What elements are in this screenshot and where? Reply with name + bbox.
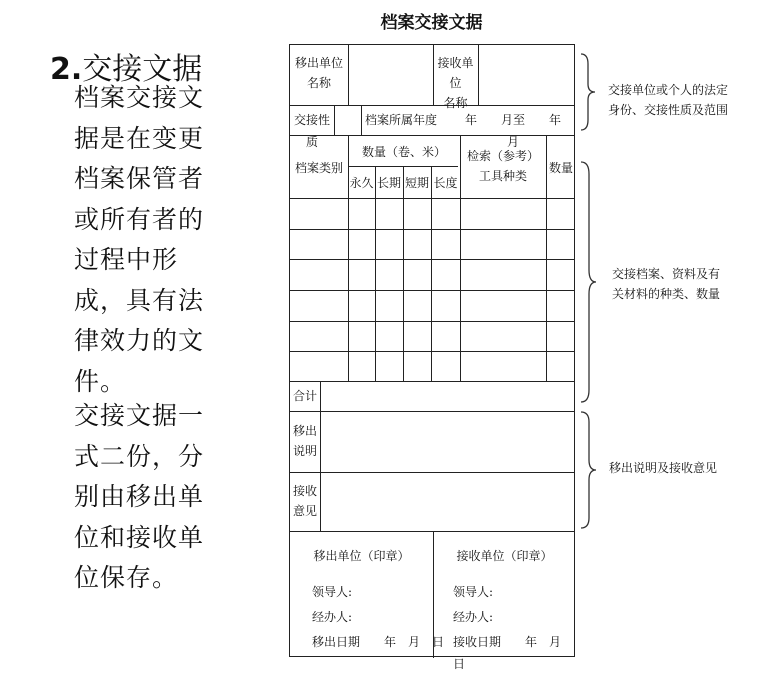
category-header: 档案类别 <box>294 161 343 175</box>
nature-label: 交接性质 <box>293 113 330 149</box>
long-term-header: 长期 <box>376 176 401 190</box>
year-label: 档案所属年度 <box>364 113 437 127</box>
paragraph-definition: 档案交接文据是在变更档案保管者或所有者的过程中形成，具有法律效力的文件。 <box>74 83 205 396</box>
retrieval-tools-header: 检索（参考） 工具种类 <box>466 149 539 183</box>
out-seal-label: 移出单位（印章） <box>313 549 410 563</box>
short-term-header: 短期 <box>404 176 429 190</box>
paragraph-copies: 交接文据一式二份，分别由移出单位和接收单位保存。 <box>74 401 205 592</box>
total-label: 合计 <box>292 389 317 403</box>
year-range: 年 月至 年 月 <box>464 113 586 149</box>
out-handler-label: 经办人: <box>312 610 353 624</box>
in-date-label: 接收日期 年 月 日 <box>453 635 574 671</box>
handover-form <box>289 44 586 671</box>
in-unit-label: 接收单位 名称 <box>437 56 474 110</box>
brace-3 <box>579 410 601 530</box>
brace-2 <box>579 160 601 404</box>
annotation-opinions: 移出说明及接收意见 <box>609 461 718 475</box>
permanent-header: 永久 <box>349 176 374 190</box>
out-unit-label: 移出单位 名称 <box>294 56 343 90</box>
section-title: 交接文据 <box>82 52 203 87</box>
quantity-header: 数量（卷、米） <box>361 145 446 159</box>
brace-1 <box>579 52 601 132</box>
out-date-label: 移出日期 年 月 日 <box>312 635 445 649</box>
in-opinion-label: 接收 意见 <box>292 484 317 518</box>
out-note-label: 移出 说明 <box>292 424 317 458</box>
out-leader-label: 领导人: <box>312 585 353 599</box>
in-handler-label: 经办人: <box>453 610 494 624</box>
annotation-contents: 交接档案、资料及有 关材料的种类、数量 <box>612 267 721 301</box>
length-header: 长度 <box>433 176 458 190</box>
annotation-parties: 交接单位或个人的法定 身份、交接性质及范围 <box>608 83 729 117</box>
in-seal-label: 接收单位（印章） <box>456 549 553 563</box>
in-leader-label: 领导人: <box>453 585 494 599</box>
count-header: 数量 <box>548 161 573 175</box>
section-number: 2. <box>50 52 83 87</box>
form-title: 档案交接文据 <box>380 13 483 33</box>
